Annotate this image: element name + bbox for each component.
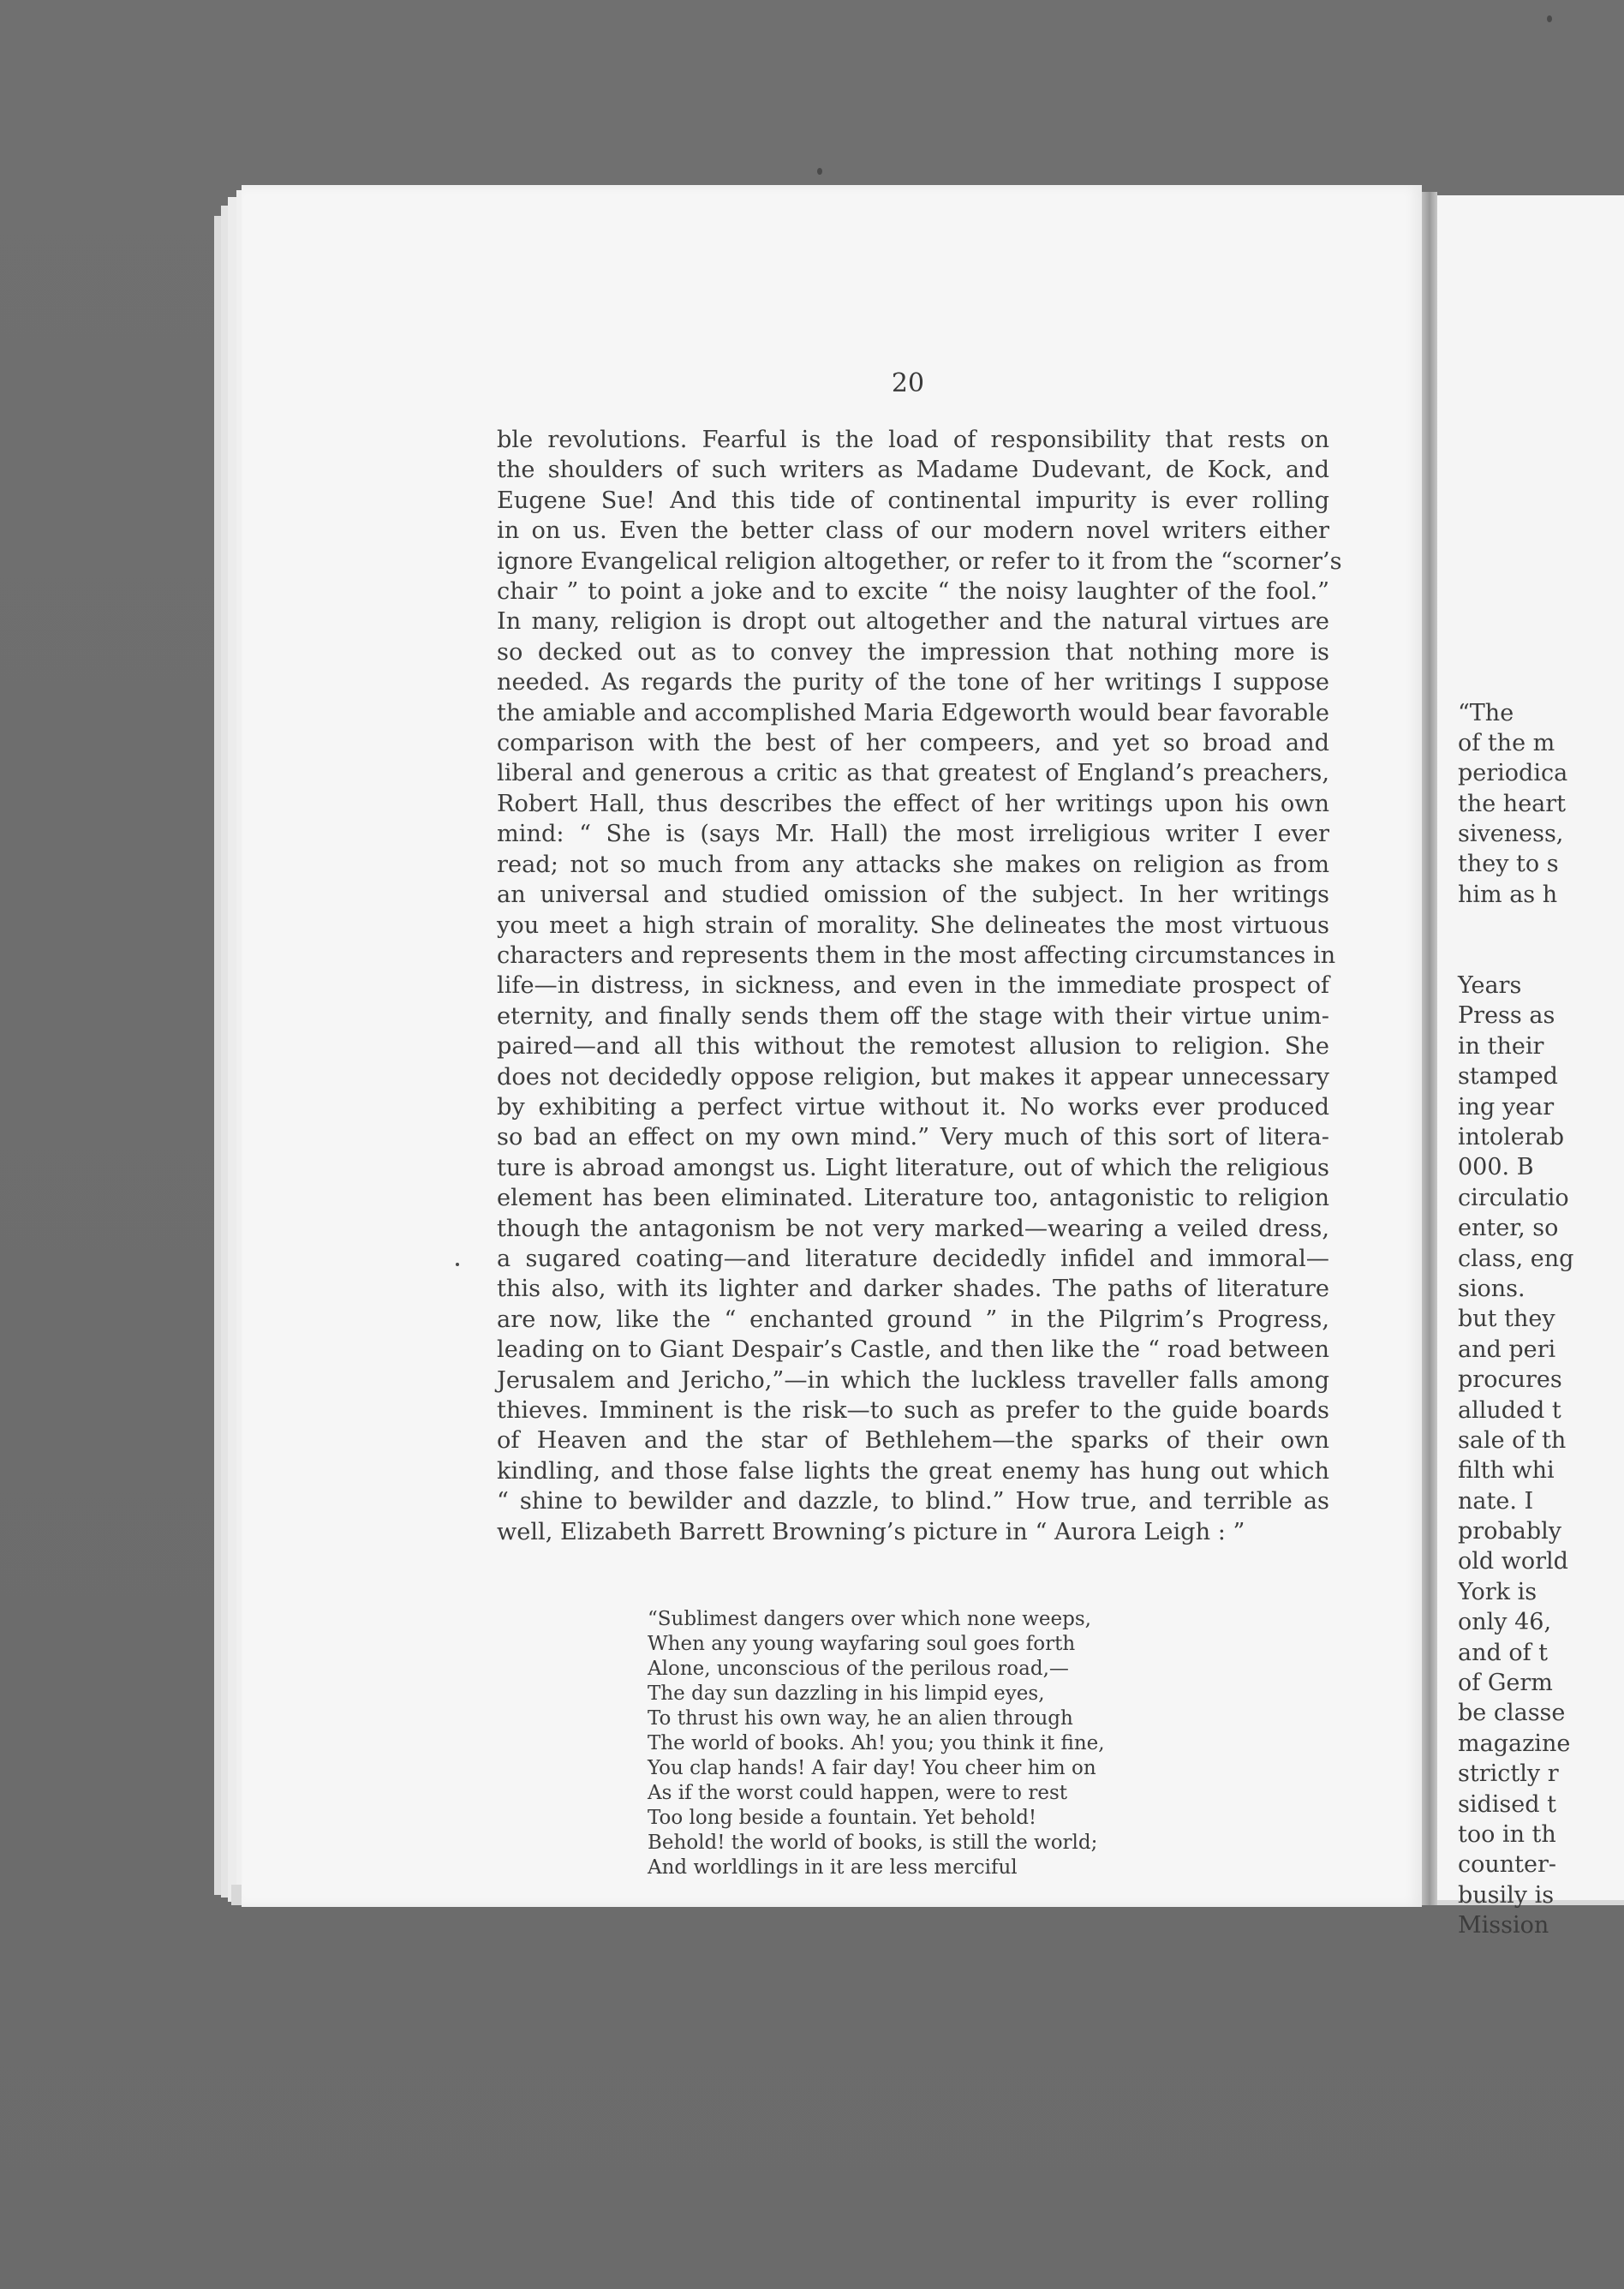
- right-page-line: the heart: [1458, 790, 1567, 817]
- text-line: “ shine to bewilder and dazzle, to blind.” How true, and terrible as: [497, 1488, 1329, 1515]
- poem-line: Too long beside a fountain. Yet behold!: [648, 1807, 1037, 1829]
- text-line: thieves. Imminent is the risk—to such as prefer to the guide boards: [497, 1397, 1329, 1424]
- poem-line: To thrust his own way, he an alien through: [648, 1707, 1073, 1730]
- text-line: Robert Hall, thus describes the effect of her writings upon his own: [497, 790, 1329, 817]
- right-page-line: old world: [1458, 1548, 1568, 1575]
- text-line: by exhibiting a perfect virtue without it. No works ever produced: [497, 1093, 1329, 1121]
- poem-line: The world of books. Ah! you; you think it fine,: [648, 1732, 1105, 1754]
- text-line: ble revolutions. Fearful is the load of responsibility that rests on: [497, 427, 1329, 453]
- right-page-line: [1458, 425, 1573, 455]
- right-page-line: be classe: [1458, 1700, 1566, 1727]
- poem-line: Alone, unconscious of the perilous road,—: [648, 1658, 1069, 1680]
- body-text: [497, 425, 1342, 1547]
- right-page-line: filth whi: [1458, 1457, 1555, 1485]
- text-line: in on us. Even the better class of our modern novel writers either: [497, 517, 1329, 545]
- poem-line: The day sun dazzling in his limpid eyes,: [648, 1682, 1045, 1705]
- text-line: you meet a high strain of morality. She delineates the most virtuous: [497, 911, 1329, 939]
- right-page: [1437, 195, 1624, 1939]
- poem-line: Behold! the world of books, is still the world;: [648, 1832, 1098, 1854]
- right-page-line: [1458, 516, 1573, 546]
- right-page-line: “The: [1458, 699, 1514, 726]
- text-line: element has been eliminated. Literature too, antagonistic to religion: [497, 1185, 1329, 1212]
- right-page-line: sidised t: [1458, 1790, 1556, 1818]
- text-line: so decked out as to convey the impression that nothing more is: [497, 638, 1329, 666]
- right-page-line: 000. B: [1458, 1154, 1534, 1181]
- text-line: needed. As regards the purity of the tone of her writings I suppose: [497, 669, 1329, 696]
- text-line: well, Elizabeth Barrett Browning’s picture in “ Aurora Leigh : ”: [497, 1518, 1245, 1545]
- right-page-line: ing year: [1458, 1093, 1555, 1121]
- text-line: chair ” to point a joke and to excite “ the noisy laughter of the fool.”: [497, 578, 1329, 606]
- scan-speck: [456, 1263, 459, 1266]
- right-page-line: [1458, 607, 1573, 636]
- right-page-line: stamped: [1458, 1063, 1558, 1091]
- text-line: of Heaven and the star of Bethlehem—the sparks of their own: [497, 1427, 1329, 1455]
- poem-line: You clap hands! A fair day! You cheer him on: [648, 1757, 1096, 1779]
- right-page-line: nate. I: [1458, 1487, 1534, 1515]
- text-line: Jerusalem and Jericho,”—in which the luckless traveller falls among: [497, 1366, 1329, 1394]
- poem-line: As if the worst could happen, were to rest: [648, 1782, 1067, 1804]
- page-number: 20: [891, 368, 925, 398]
- right-page-line: too in th: [1458, 1820, 1556, 1848]
- right-page-line: York is: [1458, 1578, 1537, 1605]
- right-page-line: intolerab: [1458, 1123, 1565, 1150]
- text-line: comparison with the best of her compeers, and yet so broad and: [497, 730, 1329, 757]
- right-page-line: in their: [1458, 1032, 1544, 1060]
- text-line: though the antagonism be not very marked—wearing a veiled dress,: [497, 1215, 1329, 1242]
- right-page-line: they to s: [1458, 851, 1559, 878]
- right-page-line: [1458, 547, 1573, 577]
- right-page-line: magazine: [1458, 1730, 1571, 1757]
- text-line: paired—and all this without the remotest allusion to religion. She: [497, 1033, 1329, 1061]
- text-line: eternity, and finally sends them off the stage with their virtue unim-: [497, 1002, 1329, 1030]
- text-line: are now, like the “ enchanted ground ” in the Pilgrim’s Progress,: [497, 1306, 1329, 1333]
- text-line: Eugene Sue! And this tide of continental impurity is ever rolling: [497, 487, 1329, 514]
- text-line: leading on to Giant Despair’s Castle, and then like the “ road between: [497, 1336, 1329, 1364]
- text-line: ignore Evangelical religion altogether, or refer to it from the “scorner’s: [497, 547, 1342, 575]
- right-page-line: class, eng: [1458, 1245, 1574, 1272]
- right-page-line: [1458, 910, 1573, 940]
- right-page-line: [1458, 941, 1573, 971]
- right-page-line: periodica: [1458, 760, 1568, 787]
- right-page-line: of Germ: [1458, 1670, 1553, 1697]
- right-page-line: him as h: [1458, 881, 1558, 908]
- text-line: does not decidedly oppose religion, but makes it appear unnecessary: [497, 1063, 1329, 1091]
- text-line: read; not so much from any attacks she makes on religion as from: [497, 851, 1329, 878]
- right-page-line: Press as: [1458, 1002, 1555, 1030]
- text-line: life—in distress, in sickness, and even in the immediate prospect of: [497, 972, 1329, 1000]
- text-line: characters and represents them in the most affecting circumstances in: [497, 941, 1336, 969]
- right-page-line: procures: [1458, 1366, 1562, 1394]
- right-page-text: [1458, 425, 1573, 1941]
- right-page-line: and of t: [1458, 1639, 1549, 1666]
- right-page-line: [1458, 486, 1573, 516]
- right-page-line: and peri: [1458, 1336, 1556, 1363]
- text-line: In many, religion is dropt out altogether and the natural virtues are: [497, 608, 1329, 636]
- text-line: the amiable and accomplished Maria Edgeworth would bear favorable: [497, 699, 1329, 726]
- poem-line: When any young wayfaring soul goes forth: [648, 1633, 1076, 1655]
- right-page-line: Years: [1458, 972, 1522, 1000]
- poem-line: “Sublimest dangers over which none weeps,: [648, 1608, 1091, 1630]
- right-page-line: enter, so: [1458, 1215, 1559, 1242]
- right-page-line: but they: [1458, 1306, 1555, 1333]
- scan-speck: [1547, 15, 1552, 22]
- right-page-line: Mission: [1458, 1912, 1549, 1939]
- right-page-line: siveness,: [1458, 821, 1564, 848]
- right-page-line: circulatio: [1458, 1184, 1569, 1211]
- right-page-line: probably: [1458, 1518, 1561, 1545]
- right-page-line: only 46,: [1458, 1609, 1552, 1636]
- right-page-line: sale of th: [1458, 1426, 1567, 1454]
- right-page-line: alluded t: [1458, 1396, 1561, 1424]
- scan-speck: [817, 168, 822, 175]
- right-page-line: counter-: [1458, 1851, 1557, 1879]
- right-page-line: sions.: [1458, 1275, 1525, 1302]
- text-line: so bad an effect on my own mind.” Very much of this sort of litera-: [497, 1124, 1329, 1151]
- right-page-line: [1458, 667, 1573, 697]
- text-line: liberal and generous a critic as that greatest of England’s preachers,: [497, 760, 1329, 787]
- right-page-line: of the m: [1458, 729, 1555, 756]
- poem-quotation: [648, 1607, 1196, 1880]
- poem-line: And worldlings in it are less merciful: [648, 1856, 1018, 1879]
- book-gutter: [1422, 192, 1437, 1905]
- text-line: this also, with its lighter and darker shades. The paths of literature: [497, 1276, 1329, 1303]
- text-line: ture is abroad amongst us. Light literature, out of which the religious: [497, 1154, 1329, 1181]
- right-page-line: [1458, 637, 1573, 667]
- text-line: the shoulders of such writers as Madame Dudevant, de Kock, and: [497, 457, 1329, 484]
- right-page-line: strictly r: [1458, 1760, 1559, 1788]
- right-page-line: [1458, 577, 1573, 607]
- text-line: an universal and studied omission of the subject. In her writings: [497, 882, 1329, 909]
- text-line: mind: “ She is (says Mr. Hall) the most irreligious writer I ever: [497, 821, 1329, 848]
- right-page-line: [1458, 455, 1573, 485]
- right-page-line: busily is: [1458, 1881, 1555, 1909]
- text-line: a sugared coating—and literature decidedly infidel and immoral—: [497, 1245, 1329, 1272]
- text-line: kindling, and those false lights the great enemy has hung out which: [497, 1457, 1329, 1485]
